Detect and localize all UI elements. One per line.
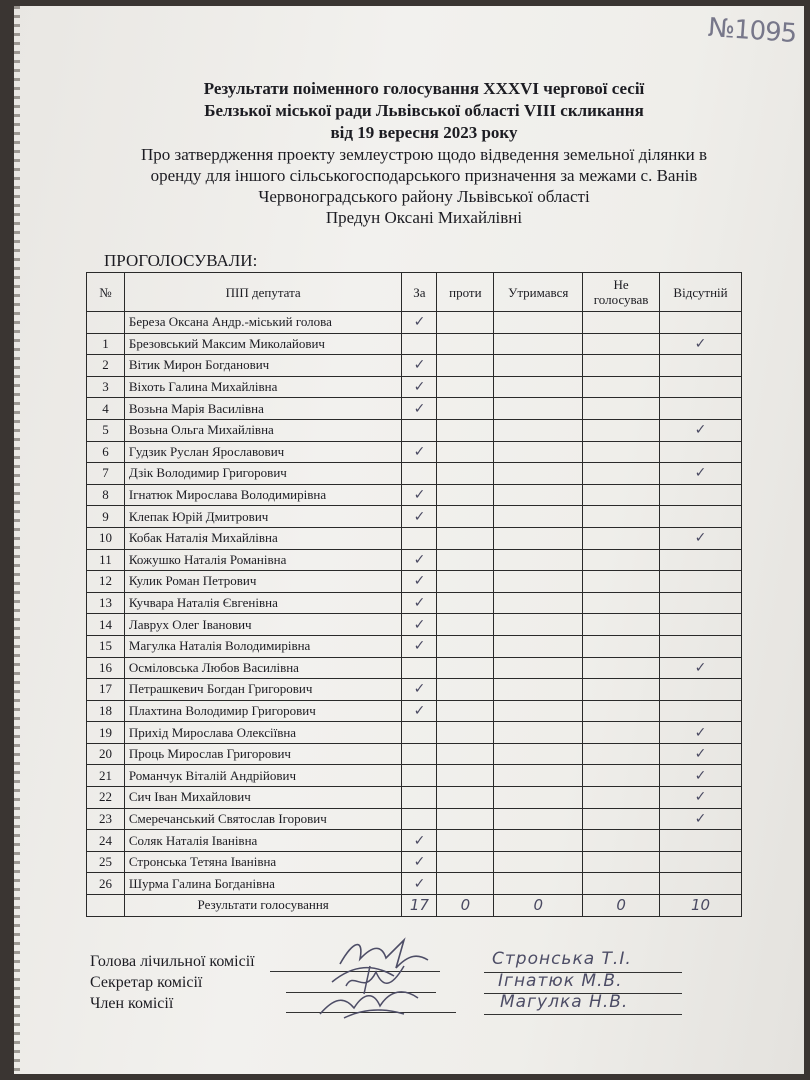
header-vidsutnii: Відсутній — [660, 273, 742, 312]
totals-label: Результати голосування — [124, 895, 402, 917]
chair-name: Стронська Т.І. — [492, 949, 632, 969]
row-name: Брезовський Максим Миколайович — [124, 333, 402, 355]
row-ne-golosuvav — [583, 376, 660, 398]
row-num: 12 — [87, 571, 125, 593]
header-ne-golosuvav: Не голосував — [583, 273, 660, 312]
check-mark: ✓ — [413, 681, 426, 698]
row-vidsutnii — [660, 312, 742, 334]
row-za — [402, 506, 437, 528]
row-ne-golosuvav — [583, 398, 660, 420]
header-za: За — [402, 273, 437, 312]
title-line-3: від 19 вересня 2023 року — [330, 123, 518, 142]
row-utrymavsia — [494, 506, 583, 528]
row-name: Возьна Ольга Михайлівна — [124, 419, 402, 441]
row-vidsutnii — [660, 787, 742, 809]
row-utrymavsia — [494, 743, 583, 765]
row-ne-golosuvav — [583, 808, 660, 830]
row-vidsutnii — [660, 635, 742, 657]
row-za — [402, 873, 437, 895]
chair-label: Голова лічильної комісії — [90, 953, 255, 970]
row-name: Ігнатюк Мирослава Володимирівна — [124, 484, 402, 506]
row-vidsutnii — [660, 592, 742, 614]
check-mark: ✓ — [413, 875, 426, 892]
row-za — [402, 333, 437, 355]
row-name: Вітик Мирон Богданович — [124, 355, 402, 377]
row-name: Шурма Галина Богданівна — [124, 873, 402, 895]
check-mark: ✓ — [413, 379, 426, 396]
table-row — [87, 635, 742, 657]
row-proty — [437, 679, 494, 701]
row-proty — [437, 398, 494, 420]
row-num: 5 — [87, 419, 125, 441]
row-vidsutnii — [660, 419, 742, 441]
title-line-1: Результати поіменного голосування XXXVI чергової сесії — [203, 79, 645, 98]
row-name: Осміловська Любов Василівна — [124, 657, 402, 679]
row-proty — [437, 787, 494, 809]
row-utrymavsia — [494, 419, 583, 441]
row-ne-golosuvav — [583, 873, 660, 895]
row-vidsutnii — [660, 463, 742, 485]
table-row — [87, 376, 742, 398]
row-ne-golosuvav — [583, 765, 660, 787]
row-utrymavsia — [494, 592, 583, 614]
check-mark: ✓ — [413, 638, 426, 655]
subject-line-3: Червоноградського району Львівської області — [258, 187, 590, 206]
row-utrymavsia — [494, 765, 583, 787]
row-num: 13 — [87, 592, 125, 614]
row-proty — [437, 333, 494, 355]
table-row — [87, 830, 742, 852]
row-vidsutnii — [660, 376, 742, 398]
document-page — [14, 6, 804, 1074]
member-name: Магулка Н.В. — [500, 992, 629, 1012]
row-name: Возьна Марія Василівна — [124, 398, 402, 420]
row-num: 23 — [87, 808, 125, 830]
document-header — [74, 78, 774, 228]
check-mark: ✓ — [413, 854, 426, 871]
row-utrymavsia — [494, 808, 583, 830]
row-utrymavsia — [494, 851, 583, 873]
total-ne-golosuvav: 0 — [583, 895, 660, 917]
row-ne-golosuvav — [583, 851, 660, 873]
row-num: 10 — [87, 527, 125, 549]
row-ne-golosuvav — [583, 527, 660, 549]
table-row — [87, 657, 742, 679]
row-proty — [437, 700, 494, 722]
check-mark: ✓ — [413, 487, 426, 504]
table-row — [87, 743, 742, 765]
check-mark: ✓ — [413, 551, 426, 568]
check-mark: ✓ — [413, 357, 426, 374]
row-za — [402, 484, 437, 506]
row-za — [402, 851, 437, 873]
check-mark: ✓ — [413, 508, 426, 525]
row-vidsutnii — [660, 765, 742, 787]
row-proty — [437, 722, 494, 744]
row-num: 26 — [87, 873, 125, 895]
row-utrymavsia — [494, 355, 583, 377]
row-za — [402, 312, 437, 334]
check-mark: ✓ — [694, 335, 707, 352]
row-vidsutnii — [660, 549, 742, 571]
row-utrymavsia — [494, 463, 583, 485]
row-num: 9 — [87, 506, 125, 528]
header-proty: проти — [437, 273, 494, 312]
row-vidsutnii — [660, 484, 742, 506]
check-mark: ✓ — [413, 832, 426, 849]
row-name: Магулка Наталія Володимирівна — [124, 635, 402, 657]
table-row — [87, 765, 742, 787]
table-header-row — [87, 273, 742, 312]
total-utrymavsia: 0 — [494, 895, 583, 917]
check-mark: ✓ — [694, 724, 707, 741]
row-utrymavsia — [494, 722, 583, 744]
row-ne-golosuvav — [583, 312, 660, 334]
row-proty — [437, 657, 494, 679]
row-ne-golosuvav — [583, 506, 660, 528]
row-za — [402, 657, 437, 679]
row-num: 4 — [87, 398, 125, 420]
row-utrymavsia — [494, 441, 583, 463]
header-name: ПІП депутата — [124, 273, 402, 312]
row-za — [402, 376, 437, 398]
row-vidsutnii — [660, 333, 742, 355]
table-row — [87, 679, 742, 701]
check-mark: ✓ — [694, 465, 707, 482]
row-za — [402, 700, 437, 722]
table-row — [87, 851, 742, 873]
table-row — [87, 355, 742, 377]
row-name: Прихід Мирослава Олексіївна — [124, 722, 402, 744]
total-proty: 0 — [437, 895, 494, 917]
table-row — [87, 614, 742, 636]
row-utrymavsia — [494, 527, 583, 549]
member-name-line — [484, 1014, 682, 1015]
row-name: Сич Іван Михайлович — [124, 787, 402, 809]
row-num: 11 — [87, 549, 125, 571]
row-za — [402, 355, 437, 377]
row-za — [402, 614, 437, 636]
row-utrymavsia — [494, 787, 583, 809]
table-row — [87, 873, 742, 895]
row-num: 16 — [87, 657, 125, 679]
row-vidsutnii — [660, 743, 742, 765]
table-row — [87, 419, 742, 441]
row-num: 1 — [87, 333, 125, 355]
row-vidsutnii — [660, 830, 742, 852]
table-row — [87, 787, 742, 809]
subject-line-1: Про затвердження проекту землеустрою щодо відведення земельної ділянки в — [141, 145, 707, 164]
row-vidsutnii — [660, 808, 742, 830]
row-proty — [437, 830, 494, 852]
row-utrymavsia — [494, 312, 583, 334]
row-name: Кучвара Наталія Євгенівна — [124, 592, 402, 614]
row-vidsutnii — [660, 527, 742, 549]
row-proty — [437, 419, 494, 441]
row-name: Петрашкевич Богдан Григорович — [124, 679, 402, 701]
row-num: 19 — [87, 722, 125, 744]
row-name: Романчук Віталій Андрійович — [124, 765, 402, 787]
row-name: Кобак Наталія Михайлівна — [124, 527, 402, 549]
row-vidsutnii — [660, 506, 742, 528]
subject-line-2: оренду для іншого сільськогосподарського призначення за межами с. Ванів — [150, 166, 698, 185]
row-ne-golosuvav — [583, 419, 660, 441]
row-num: 17 — [87, 679, 125, 701]
row-utrymavsia — [494, 700, 583, 722]
row-proty — [437, 355, 494, 377]
row-ne-golosuvav — [583, 635, 660, 657]
row-ne-golosuvav — [583, 355, 660, 377]
row-utrymavsia — [494, 679, 583, 701]
row-za — [402, 549, 437, 571]
table-row — [87, 333, 742, 355]
row-vidsutnii — [660, 398, 742, 420]
row-name: Береза Оксана Андр.-міський голова — [124, 312, 402, 334]
row-name: Кожушко Наталія Романівна — [124, 549, 402, 571]
row-vidsutnii — [660, 355, 742, 377]
secretary-name: Ігнатюк М.В. — [498, 971, 623, 991]
row-utrymavsia — [494, 484, 583, 506]
table-row — [87, 549, 742, 571]
row-name: Лаврух Олег Іванович — [124, 614, 402, 636]
table-row — [87, 808, 742, 830]
table-row — [87, 722, 742, 744]
table-row — [87, 571, 742, 593]
row-za — [402, 830, 437, 852]
row-ne-golosuvav — [583, 722, 660, 744]
row-utrymavsia — [494, 873, 583, 895]
table-row — [87, 592, 742, 614]
check-mark: ✓ — [413, 702, 426, 719]
row-num: 3 — [87, 376, 125, 398]
check-mark: ✓ — [413, 314, 426, 331]
row-num: 14 — [87, 614, 125, 636]
row-proty — [437, 592, 494, 614]
table-row — [87, 398, 742, 420]
row-name: Дзік Володимир Григорович — [124, 463, 402, 485]
table-row — [87, 441, 742, 463]
row-proty — [437, 873, 494, 895]
row-proty — [437, 463, 494, 485]
row-num — [87, 312, 125, 334]
row-za — [402, 527, 437, 549]
row-utrymavsia — [494, 657, 583, 679]
row-ne-golosuvav — [583, 830, 660, 852]
row-za — [402, 743, 437, 765]
secretary-label: Секретар комісії — [90, 974, 203, 991]
row-name: Соляк Наталія Іванівна — [124, 830, 402, 852]
row-num: 24 — [87, 830, 125, 852]
row-ne-golosuvav — [583, 484, 660, 506]
row-ne-golosuvav — [583, 614, 660, 636]
row-utrymavsia — [494, 614, 583, 636]
row-za — [402, 722, 437, 744]
total-vidsutnii: 10 — [660, 895, 742, 917]
check-mark: ✓ — [694, 530, 707, 547]
row-proty — [437, 808, 494, 830]
row-proty — [437, 484, 494, 506]
check-mark: ✓ — [694, 659, 707, 676]
table-row — [87, 700, 742, 722]
row-vidsutnii — [660, 614, 742, 636]
voted-label: ПРОГОЛОСУВАЛИ: — [104, 251, 258, 270]
row-za — [402, 419, 437, 441]
member-signature — [314, 978, 424, 1024]
row-num: 2 — [87, 355, 125, 377]
row-ne-golosuvav — [583, 679, 660, 701]
table-row — [87, 463, 742, 485]
row-za — [402, 787, 437, 809]
row-ne-golosuvav — [583, 657, 660, 679]
row-proty — [437, 441, 494, 463]
check-mark: ✓ — [694, 422, 707, 439]
row-utrymavsia — [494, 398, 583, 420]
row-proty — [437, 851, 494, 873]
row-ne-golosuvav — [583, 743, 660, 765]
check-mark: ✓ — [413, 443, 426, 460]
row-name: Проць Мирослав Григорович — [124, 743, 402, 765]
row-name: Клепак Юрій Дмитрович — [124, 506, 402, 528]
row-proty — [437, 571, 494, 593]
row-ne-golosuvav — [583, 571, 660, 593]
row-name: Стронська Тетяна Іванівна — [124, 851, 402, 873]
row-vidsutnii — [660, 851, 742, 873]
row-name: Віхоть Галина Михайлівна — [124, 376, 402, 398]
row-name: Гудзик Руслан Ярославович — [124, 441, 402, 463]
row-utrymavsia — [494, 333, 583, 355]
row-za — [402, 679, 437, 701]
row-za — [402, 592, 437, 614]
check-mark: ✓ — [413, 400, 426, 417]
row-proty — [437, 376, 494, 398]
row-utrymavsia — [494, 549, 583, 571]
row-num: 25 — [87, 851, 125, 873]
row-za — [402, 398, 437, 420]
row-vidsutnii — [660, 873, 742, 895]
row-ne-golosuvav — [583, 463, 660, 485]
row-vidsutnii — [660, 679, 742, 701]
row-ne-golosuvav — [583, 592, 660, 614]
header-num: № — [87, 273, 125, 312]
row-num: 7 — [87, 463, 125, 485]
row-vidsutnii — [660, 571, 742, 593]
row-utrymavsia — [494, 571, 583, 593]
row-utrymavsia — [494, 376, 583, 398]
row-vidsutnii — [660, 722, 742, 744]
row-vidsutnii — [660, 657, 742, 679]
row-num: 6 — [87, 441, 125, 463]
row-ne-golosuvav — [583, 787, 660, 809]
member-label: Член комісії — [90, 995, 174, 1012]
row-num: 18 — [87, 700, 125, 722]
row-num: 15 — [87, 635, 125, 657]
row-za — [402, 808, 437, 830]
row-za — [402, 635, 437, 657]
row-ne-golosuvav — [583, 549, 660, 571]
check-mark: ✓ — [413, 573, 426, 590]
row-proty — [437, 527, 494, 549]
row-za — [402, 571, 437, 593]
totals-row — [87, 895, 742, 917]
table-row — [87, 527, 742, 549]
row-num: 8 — [87, 484, 125, 506]
row-vidsutnii — [660, 700, 742, 722]
title-line-2: Белзької міської ради Львівської області VIII скликання — [204, 101, 644, 120]
row-proty — [437, 506, 494, 528]
check-mark: ✓ — [694, 746, 707, 763]
check-mark: ✓ — [694, 767, 707, 784]
row-num: 20 — [87, 743, 125, 765]
total-za: 17 — [402, 895, 437, 917]
row-proty — [437, 635, 494, 657]
row-name: Смеречанський Святослав Ігорович — [124, 808, 402, 830]
row-za — [402, 441, 437, 463]
check-mark: ✓ — [694, 789, 707, 806]
table-row — [87, 506, 742, 528]
vote-table — [86, 272, 742, 917]
row-ne-golosuvav — [583, 333, 660, 355]
row-za — [402, 765, 437, 787]
row-proty — [437, 549, 494, 571]
row-proty — [437, 614, 494, 636]
row-num: 21 — [87, 765, 125, 787]
header-utrymavsia: Утримався — [494, 273, 583, 312]
row-proty — [437, 743, 494, 765]
row-vidsutnii — [660, 441, 742, 463]
check-mark: ✓ — [694, 810, 707, 827]
row-za — [402, 463, 437, 485]
row-proty — [437, 765, 494, 787]
row-name: Плахтина Володимир Григорович — [124, 700, 402, 722]
row-ne-golosuvav — [583, 441, 660, 463]
row-utrymavsia — [494, 830, 583, 852]
subject-line-4: Предун Оксані Михайлівні — [325, 208, 523, 227]
binding-holes — [14, 6, 20, 1074]
table-row — [87, 484, 742, 506]
document-number: №1095 — [707, 12, 798, 50]
row-name: Кулик Роман Петрович — [124, 571, 402, 593]
row-ne-golosuvav — [583, 700, 660, 722]
row-proty — [437, 312, 494, 334]
table-row — [87, 312, 742, 334]
check-mark: ✓ — [413, 595, 426, 612]
check-mark: ✓ — [413, 616, 426, 633]
row-utrymavsia — [494, 635, 583, 657]
row-num: 22 — [87, 787, 125, 809]
